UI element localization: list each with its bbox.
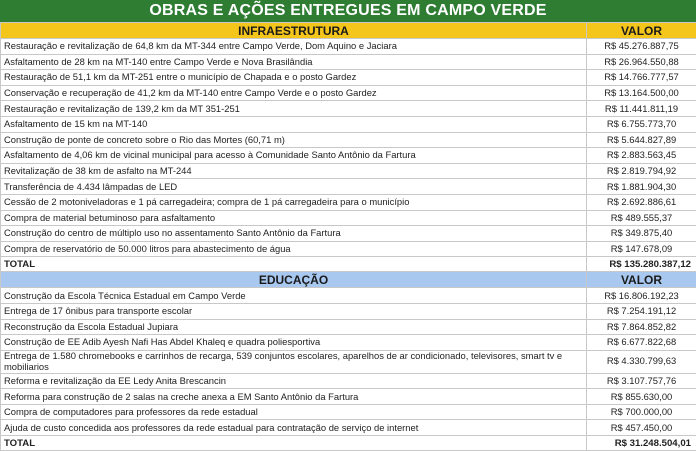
table-row xyxy=(1,194,696,210)
item-value: R$ 14.766.777,57 xyxy=(587,70,696,86)
item-description: Compra de material betuminoso para asfaltamento xyxy=(1,210,587,226)
item-description: Asfaltamento de 4,06 km de vicinal municipal para acesso à Comunidade Santo Antônio da Fartura xyxy=(1,148,587,164)
table-row xyxy=(1,132,696,148)
item-value: R$ 457.450,00 xyxy=(587,420,696,436)
table-row xyxy=(1,116,696,132)
item-value: R$ 2.883.563,45 xyxy=(587,148,696,164)
item-description: Compra de reservatório de 50.000 litros para abastecimento de água xyxy=(1,241,587,257)
item-description: Construção de ponte de concreto sobre o Rio das Mortes (60,71 m) xyxy=(1,132,587,148)
item-description: Revitalização de 38 km de asfalto na MT-244 xyxy=(1,163,587,179)
item-value: R$ 7.864.852,82 xyxy=(587,319,696,335)
item-value: R$ 1.881.904,30 xyxy=(587,179,696,195)
section-header-infraestrutura xyxy=(1,23,696,39)
item-value: R$ 45.276.887,75 xyxy=(587,39,696,55)
item-description: Reforma para construção de 2 salas na creche anexa a EM Santo Antônio da Fartura xyxy=(1,389,587,405)
table-row xyxy=(1,101,696,117)
item-value: R$ 700.000,00 xyxy=(587,404,696,420)
total-label: TOTAL xyxy=(1,257,587,272)
section-header-educacao xyxy=(1,272,696,288)
item-value: R$ 13.164.500,00 xyxy=(587,85,696,101)
table-row xyxy=(1,39,696,55)
item-description: Compra de computadores para professores da rede estadual xyxy=(1,404,587,420)
item-description: Asfaltamento de 15 km na MT-140 xyxy=(1,116,587,132)
item-description: Asfaltamento de 28 km na MT-140 entre Campo Verde e Nova Brasilândia xyxy=(1,54,587,70)
item-value: R$ 3.107.757,76 xyxy=(587,373,696,389)
item-value: R$ 147.678,09 xyxy=(587,241,696,257)
item-description: Ajuda de custo concedida aos professores da rede estadual para contratação de serviço de internet xyxy=(1,420,587,436)
item-description: Transferência de 4.434 lâmpadas de LED xyxy=(1,179,587,195)
value-column-header: VALOR xyxy=(587,23,696,39)
table-row xyxy=(1,404,696,420)
item-description: Restauração e revitalização de 64,8 km da MT-344 entre Campo Verde, Dom Aquino e Jaciara xyxy=(1,39,587,55)
item-value: R$ 7.254.191,12 xyxy=(587,303,696,319)
section-title: EDUCAÇÃO xyxy=(1,272,587,288)
table-row xyxy=(1,85,696,101)
item-value: R$ 6.677.822,68 xyxy=(587,335,696,351)
table-row xyxy=(1,303,696,319)
item-description: Entrega de 1.580 chromebooks e carrinhos de recarga, 539 conjuntos escolares, aparelhos de ar condicionado, televisores, smart tv e mobiliarios xyxy=(1,350,587,373)
item-description: Construção de EE Adib Ayesh Nafi Has Abdel Khaleq e quadra poliesportiva xyxy=(1,335,587,351)
value-column-header: VALOR xyxy=(587,272,696,288)
item-value: R$ 855.630,00 xyxy=(587,389,696,405)
table-row xyxy=(1,179,696,195)
item-value: R$ 6.755.773,70 xyxy=(587,116,696,132)
table-row xyxy=(1,241,696,257)
table-row xyxy=(1,373,696,389)
section-title: INFRAESTRUTURA xyxy=(1,23,587,39)
item-description: Construção da Escola Técnica Estadual em Campo Verde xyxy=(1,288,587,304)
item-value: R$ 2.819.794,92 xyxy=(587,163,696,179)
works-table xyxy=(0,22,696,451)
item-description: Restauração de 51,1 km da MT-251 entre o município de Chapada e o posto Gardez xyxy=(1,70,587,86)
table-row xyxy=(1,210,696,226)
item-value: R$ 349.875,40 xyxy=(587,226,696,242)
page-title: OBRAS E AÇÕES ENTREGUES EM CAMPO VERDE xyxy=(0,0,696,22)
table-row xyxy=(1,350,696,373)
total-value: R$ 31.248.504,01 xyxy=(587,436,696,451)
table-row xyxy=(1,163,696,179)
item-value: R$ 11.441.811,19 xyxy=(587,101,696,117)
table-row xyxy=(1,389,696,405)
works-table-body xyxy=(1,23,696,451)
total-label: TOTAL xyxy=(1,436,587,451)
item-description: Construção do centro de múltiplo uso no assentamento Santo Antônio da Fartura xyxy=(1,226,587,242)
item-description: Reconstrução da Escola Estadual Jupiara xyxy=(1,319,587,335)
item-value: R$ 2.692.886,61 xyxy=(587,194,696,210)
item-description: Cessão de 2 motoniveladoras e 1 pá carregadeira; compra de 1 pá carregadeira para o município xyxy=(1,194,587,210)
table-row xyxy=(1,226,696,242)
item-description: Restauração e revitalização de 139,2 km da MT 351-251 xyxy=(1,101,587,117)
item-value: R$ 4.330.799,63 xyxy=(587,350,696,373)
table-row xyxy=(1,319,696,335)
total-row-educacao xyxy=(1,436,696,451)
table-row xyxy=(1,54,696,70)
total-row-infraestrutura xyxy=(1,257,696,272)
item-value: R$ 16.806.192,23 xyxy=(587,288,696,304)
item-value: R$ 5.644.827,89 xyxy=(587,132,696,148)
table-row xyxy=(1,420,696,436)
item-value: R$ 26.964.550,88 xyxy=(587,54,696,70)
item-description: Reforma e revitalização da EE Ledy Anita Brescancin xyxy=(1,373,587,389)
table-row xyxy=(1,148,696,164)
item-description: Entrega de 17 ônibus para transporte escolar xyxy=(1,303,587,319)
item-value: R$ 489.555,37 xyxy=(587,210,696,226)
total-value: R$ 135.280.387,12 xyxy=(587,257,696,272)
table-row xyxy=(1,288,696,304)
table-row xyxy=(1,70,696,86)
table-row xyxy=(1,335,696,351)
item-description: Conservação e recuperação de 41,2 km da MT-140 entre Campo Verde e o posto Gardez xyxy=(1,85,587,101)
